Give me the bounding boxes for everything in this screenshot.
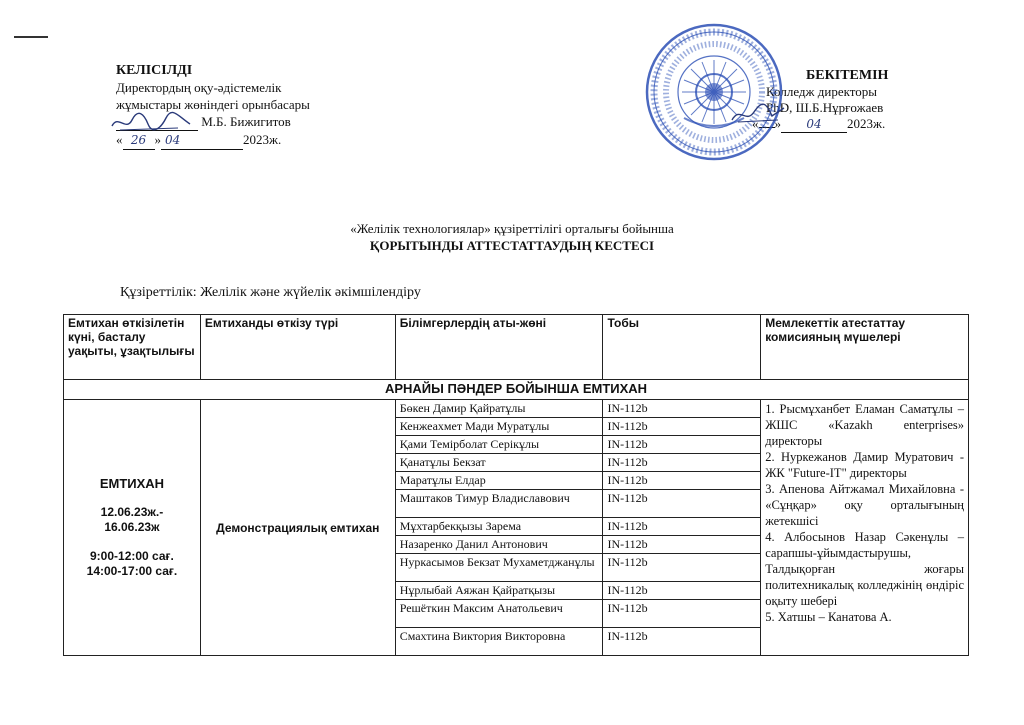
document-title: ҚОРЫТЫНДЫ АТТЕСТАТТАУДЫҢ КЕСТЕСІ (369, 238, 655, 253)
approved-date-line: « » 04 2023ж. (752, 116, 886, 131)
student-group: IN-112b (603, 536, 761, 554)
exam-time-1: 9:00-12:00 сағ. (90, 549, 174, 563)
header-student-name: Білімгерлердің аты-жөні (395, 315, 603, 380)
student-group: IN-112b (603, 582, 761, 600)
approved-date-month: 04 (781, 116, 847, 133)
agreed-signature (108, 110, 198, 134)
student-group: IN-112b (603, 518, 761, 536)
approved-date-year: 2023ж. (847, 116, 886, 131)
approved-signature (728, 100, 788, 126)
student-name: Кенжеахмет Мади Муратұлы (395, 418, 603, 436)
student-group: IN-112b (603, 436, 761, 454)
student-name: Қанатұлы Бекзат (395, 454, 603, 472)
exam-dates-2: 16.06.23ж (104, 520, 160, 534)
student-name: Мұхтарбекқызы Зарема (395, 518, 603, 536)
approved-signer: PhD, Ш.Б.Нұрғожаев (766, 100, 884, 115)
exam-time-2: 14:00-17:00 сағ. (86, 564, 178, 578)
student-group: IN-112b (603, 418, 761, 436)
student-name: Нұрлыбай Аяжан Қайратқызы (395, 582, 603, 600)
agreed-signer: М.Б. Бижигитов (201, 114, 291, 129)
section-row (64, 380, 969, 400)
table-row (64, 400, 969, 418)
commission-member: 3. Апенова Айтжамал Михайловна - «Сұңқар» оқу орталығының жетекшісі (765, 482, 964, 528)
student-name: Нуркасымов Бекзат Мухаметджанұлы (395, 554, 603, 582)
student-group: IN-112b (603, 554, 761, 582)
student-group: IN-112b (603, 400, 761, 418)
commission-members-cell (761, 400, 969, 656)
student-name: Қами Темірболат Серікұлы (395, 436, 603, 454)
student-group: IN-112b (603, 628, 761, 656)
student-group: IN-112b (603, 490, 761, 518)
table-header-row (64, 315, 969, 380)
exam-dates-1: 12.06.23ж.- (100, 505, 164, 519)
header-commission: Мемлекеттік атестаттау комисияның мүшелері (761, 315, 969, 380)
exam-type-cell: Демонстрациялық емтихан (200, 400, 395, 656)
student-name: Маратұлы Елдар (395, 472, 603, 490)
commission-member: 2. Нуркежанов Дамир Муратович - ЖК "Future-IT" директоры (765, 450, 964, 480)
student-group: IN-112b (603, 472, 761, 490)
approved-line-1: Колледж директоры (766, 84, 878, 99)
agreed-line-1: Директордың оқу-әдістемелік (116, 80, 282, 95)
commission-member: 1. Рысмұханбет Еламан Саматұлы – ЖШС «Kazakh enterprises» директоры (765, 402, 964, 448)
agreed-date-year: 2023ж. (243, 132, 282, 147)
agreed-title: КЕЛІСІЛДІ (116, 63, 193, 78)
student-name: Бөкен Дамир Қайратұлы (395, 400, 603, 418)
corner-mark (14, 36, 48, 38)
student-name: Назаренко Данил Антонович (395, 536, 603, 554)
student-name: Смахтина Виктория Викторовна (395, 628, 603, 656)
section-title: АРНАЙЫ ПӘНДЕР БОЙЫНША ЕМТИХАН (64, 380, 969, 400)
header-exam-date: Емтихан өткізілетін күні, басталу уақыты, ұзақтылығы (64, 315, 201, 380)
header-group: Тобы (603, 315, 761, 380)
commission-member: 4. Албосынов Назар Сәкенұлы – сарапшы-ұйымдастырушы, Талдықорған жоғары политехникалық колледжінің өндіріс оқыту шебері (765, 530, 964, 608)
document-subtitle: «Желілік технологиялар» құзіреттілігі орталығы бойынша (350, 221, 674, 236)
official-seal (644, 22, 784, 162)
agreed-line-2: жұмыстары жөніндегі орынбасары (116, 97, 310, 112)
exam-info-cell (64, 400, 201, 656)
approved-title: БЕКІТЕМІН (806, 68, 889, 83)
document-title-block (0, 220, 1024, 254)
header-exam-type: Емтиханды өткізу түрі (200, 315, 395, 380)
student-name: Маштаков Тимур Владиславович (395, 490, 603, 518)
student-group: IN-112b (603, 454, 761, 472)
exam-label: ЕМТИХАН (99, 476, 165, 491)
schedule-table (63, 314, 969, 656)
agreed-date-month: 04 (161, 132, 243, 150)
agreed-block (116, 62, 310, 150)
commission-member: 5. Хатшы – Канатова А. (765, 610, 892, 624)
student-group: IN-112b (603, 600, 761, 628)
agreed-date-day: 26 (123, 132, 155, 150)
agreed-date-line: « 26 » 04 2023ж. (116, 131, 310, 150)
student-name: Решёткин Максим Анатольевич (395, 600, 603, 628)
qualification-line: Құзіреттілік: Желілік және жүйелік әкімшілендіру (120, 285, 421, 300)
